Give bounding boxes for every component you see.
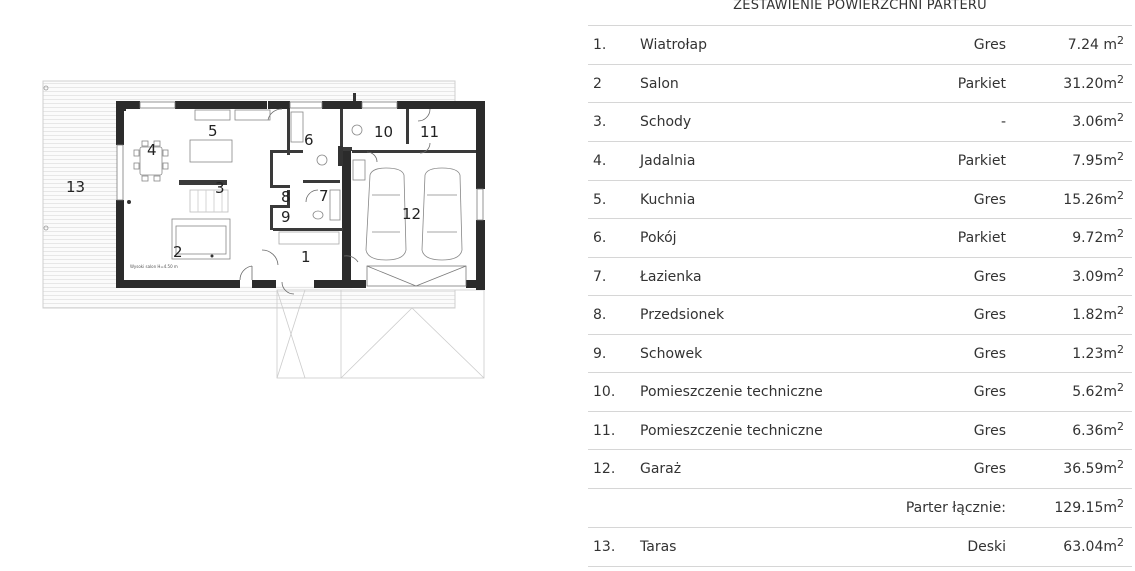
- table-row: [588, 411, 1132, 450]
- table-row: [588, 218, 1132, 257]
- room-label-7: 7: [319, 187, 329, 205]
- room-label-9: 9: [281, 208, 291, 226]
- room-label-6: 6: [304, 131, 314, 149]
- room-area: $3.09m^2$: [1072, 266, 1124, 285]
- floor-material: Gres: [973, 192, 1006, 208]
- floor-material: Parkiet: [957, 153, 1006, 169]
- room-label-8: 8: [281, 188, 291, 206]
- room-area: $15.26m^2$: [1063, 189, 1124, 208]
- row-number: 2: [593, 76, 602, 92]
- floor-material: Parkiet: [957, 76, 1006, 92]
- room-label-4: 4: [147, 141, 157, 159]
- room-area: $3.06m^2$: [1072, 111, 1124, 130]
- room-label-1: 1: [301, 248, 311, 266]
- room-area: $1.82m^2$: [1072, 304, 1124, 323]
- table-row: [588, 180, 1132, 219]
- row-number: 8.: [593, 307, 607, 323]
- room-name: Łazienka: [640, 269, 702, 285]
- area-table: [588, 0, 1132, 571]
- room-area: $9.72m^2$: [1072, 227, 1124, 246]
- room-area: $31.20m^2$: [1063, 73, 1124, 92]
- room-area: $1.23m^2$: [1072, 343, 1124, 362]
- room-label-10: 10: [374, 123, 394, 141]
- floor-material: Gres: [973, 37, 1006, 53]
- floor-material: Deski: [967, 539, 1006, 555]
- room-area: $36.59m^2$: [1063, 458, 1124, 477]
- table-row: [588, 141, 1132, 180]
- room-name: Schody: [640, 114, 692, 130]
- room-area: $6.36m^2$: [1072, 420, 1124, 439]
- salon-height-note: Wysoki salon H=4.50 m: [130, 264, 178, 269]
- table-row: [588, 372, 1132, 411]
- room-area: 7.24 $m^2$: [1067, 34, 1124, 53]
- room-area: $5.62m^2$: [1072, 381, 1124, 400]
- table-row: [588, 295, 1132, 334]
- table-row: [588, 64, 1132, 103]
- room-name: Pokój: [640, 230, 677, 246]
- table-row: [588, 449, 1132, 488]
- table-row: [588, 334, 1132, 373]
- room-name: Wiatrołap: [640, 37, 707, 53]
- room-name: Jadalnia: [640, 153, 696, 169]
- floor-material: -: [1000, 114, 1006, 130]
- room-area: $63.04m^2$: [1063, 536, 1124, 555]
- row-number: 3.: [593, 114, 607, 130]
- room-name: Pomieszczenie techniczne: [640, 384, 823, 400]
- table-row: [588, 257, 1132, 296]
- row-number: 1.: [593, 37, 607, 53]
- row-number: 11.: [593, 423, 616, 439]
- row-number: 12.: [593, 461, 616, 477]
- room-label-3: 3: [215, 179, 225, 197]
- room-area: $7.95m^2$: [1072, 150, 1124, 169]
- total-label: Parter łącznie:: [905, 500, 1006, 516]
- row-number: 10.: [593, 384, 616, 400]
- room-label-2: 2: [173, 243, 183, 261]
- row-number: 13.: [593, 539, 616, 555]
- room-name: Kuchnia: [640, 192, 696, 208]
- room-label-5: 5: [208, 122, 218, 140]
- floor-material: Gres: [973, 384, 1006, 400]
- table-row-terrace: [588, 527, 1132, 567]
- floor-material: Gres: [973, 461, 1006, 477]
- room-name: Pomieszczenie techniczne: [640, 423, 823, 439]
- row-number: 4.: [593, 153, 607, 169]
- row-number: 9.: [593, 346, 607, 362]
- room-name: Salon: [640, 76, 679, 92]
- room-label-12: 12: [402, 205, 422, 223]
- floor-material: Gres: [973, 307, 1006, 323]
- row-number: 5.: [593, 192, 607, 208]
- floor-material: Parkiet: [957, 230, 1006, 246]
- room-name: Taras: [640, 539, 677, 555]
- table-total-row: [588, 488, 1132, 527]
- room-label-13: 13: [66, 178, 86, 196]
- table-title: ZESTAWIENIE POWIERZCHNI PARTERU: [733, 0, 987, 13]
- floor-material: Gres: [973, 269, 1006, 285]
- room-name: Schowek: [640, 346, 703, 362]
- room-label-11: 11: [420, 123, 440, 141]
- row-number: 7.: [593, 269, 607, 285]
- room-name: Przedsionek: [640, 307, 725, 323]
- floor-material: Gres: [973, 346, 1006, 362]
- table-row: [588, 25, 1132, 64]
- table-row: [588, 102, 1132, 141]
- room-name: Garaż: [640, 461, 682, 477]
- row-number: 6.: [593, 230, 607, 246]
- total-area: $129.15m^2$: [1054, 497, 1124, 516]
- floor-material: Gres: [973, 423, 1006, 439]
